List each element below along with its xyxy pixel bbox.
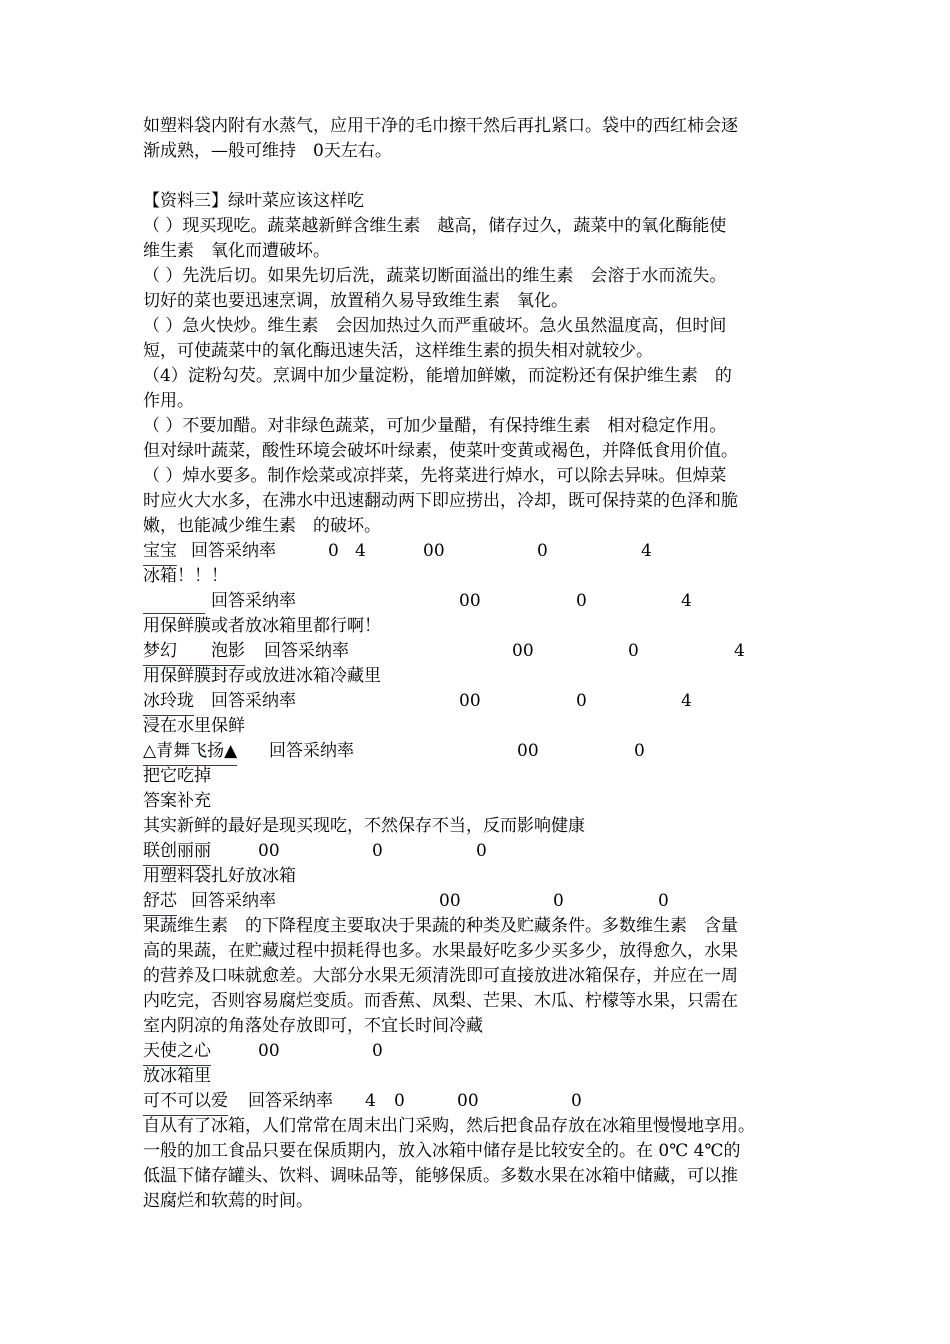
- answer-user-link[interactable]: 联创丽丽: [143, 839, 211, 866]
- answer-stat: 4: [681, 591, 692, 611]
- answer-text: 室内阴凉的角落处存放即可，不宜长时间冷藏: [143, 1016, 483, 1036]
- answer-stat: 0: [553, 891, 564, 911]
- section-line: （ ）急火快炒。维生素 会因加热过久而严重破坏。急火虽然温度高，但时间: [143, 316, 727, 336]
- section-line: 作用。: [143, 391, 194, 411]
- adoption-rate-label: 回答采纳率: [211, 691, 296, 711]
- answer-stat: 4: [355, 541, 366, 561]
- section-line: （4）淀粉勾芡。烹调中加少量淀粉，能增加鲜嫩，而淀粉还有保护维生素 的: [143, 366, 732, 386]
- answer-meta-row: [143, 639, 843, 664]
- section-line: 切好的菜也要迅速烹调，放置稍久易导致维生素 氧化。: [143, 291, 568, 311]
- section-line: （ ）先洗后切。如果先切后洗，蔬菜切断面溢出的维生素 会溶于水而流失。: [143, 266, 727, 286]
- answer-stat: 4: [734, 641, 745, 661]
- answer-stat: 0: [628, 641, 639, 661]
- adoption-rate-label: 回答采纳率: [269, 741, 354, 761]
- answer-stat: 0: [476, 841, 487, 861]
- answer-stat: 00: [517, 741, 539, 761]
- answer-stat: 00: [457, 1091, 479, 1111]
- paragraph-line: 如塑料袋内附有水蒸气，应用干净的毛巾擦干然后再扎紧口。袋中的西红柿会逐: [143, 116, 738, 136]
- adoption-rate-label: 回答采纳率: [191, 541, 276, 561]
- section-line: 嫩，也能减少维生素 的破坏。: [143, 516, 381, 536]
- answer-text: 用保鲜膜或者放冰箱里都行啊！: [143, 616, 381, 636]
- answer-text: 其实新鲜的最好是现买现吃，不然保存不当，反而影响健康: [143, 816, 585, 836]
- section-line: 时应火大水多，在沸水中迅速翻动两下即应捞出，冷却，既可保持菜的色泽和脆: [143, 491, 738, 511]
- answer-text: 一般的加工食品只要在保质期内，放入冰箱中储存是比较安全的。在 0℃ 4℃的: [143, 1141, 741, 1161]
- adoption-rate-label: 回答采纳率: [264, 641, 349, 661]
- answer-user-link[interactable]: [143, 589, 205, 614]
- answer-stat: 00: [512, 641, 534, 661]
- answer-user-link[interactable]: 冰玲珑: [143, 689, 194, 716]
- section-heading: 【资料三】绿叶菜应该这样吃: [143, 191, 364, 211]
- answer-stat: 00: [459, 591, 481, 611]
- answer-text: 答案补充: [143, 791, 211, 811]
- adoption-rate-label: 回答采纳率: [211, 591, 296, 611]
- answer-stat: 0: [576, 691, 587, 711]
- adoption-rate-label: 回答采纳率: [248, 1091, 333, 1111]
- paragraph-line: 渐成熟，—般可维持 0天左右。: [143, 141, 392, 161]
- answer-user-link[interactable]: 宝宝: [143, 539, 177, 566]
- answer-text: 浸在水里保鲜: [143, 716, 245, 736]
- answer-stat: 0: [372, 1041, 383, 1061]
- answer-user-link[interactable]: 可不可以爱: [143, 1089, 228, 1116]
- answer-text: 用保鲜膜封存或放进冰箱冷藏里: [143, 666, 381, 686]
- answer-stat: 0: [634, 741, 645, 761]
- answer-stat: 4: [641, 541, 652, 561]
- answer-meta-row: [143, 589, 843, 614]
- answer-meta-row: [143, 1039, 843, 1064]
- answer-stat: 0: [394, 1091, 405, 1111]
- answer-text: 迟腐烂和软蔫的时间。: [143, 1191, 313, 1211]
- answer-meta-row: [143, 1089, 843, 1114]
- answer-user-link[interactable]: △青舞飞扬▲: [143, 739, 237, 766]
- answer-meta-row: [143, 539, 843, 564]
- answer-user-link[interactable]: 舒芯: [143, 889, 177, 916]
- answer-text: 高的果蔬，在贮藏过程中损耗得也多。水果最好吃多少买多少，放得愈久，水果: [143, 941, 738, 961]
- answer-stat: 0: [571, 1091, 582, 1111]
- answer-text: 果蔬维生素 的下降程度主要取决于果蔬的种类及贮藏条件。多数维生素 含量: [143, 916, 738, 936]
- section-line: （ ）不要加醋。对非绿色蔬菜，可加少量醋，有保持维生素 相对稳定作用。: [143, 416, 727, 436]
- answer-text: 放冰箱里: [143, 1066, 211, 1086]
- section-line: （ ）现买现吃。蔬菜越新鲜含维生素 越高，储存过久，蔬菜中的氧化酶能使: [143, 216, 727, 236]
- answer-stat: 0: [576, 591, 587, 611]
- answer-stat: 0: [328, 541, 339, 561]
- answer-meta-row: [143, 839, 843, 864]
- answer-stat: 0: [372, 841, 383, 861]
- answer-user-link[interactable]: 梦幻 泡影: [143, 639, 245, 666]
- answer-text: 用塑料袋扎好放冰箱: [143, 866, 296, 886]
- answer-text: 的营养及口味就愈差。大部分水果无须清洗即可直接放进冰箱保存，并应在一周: [143, 966, 738, 986]
- adoption-rate-label: 回答采纳率: [191, 891, 276, 911]
- answer-user-link[interactable]: 天使之心: [143, 1039, 211, 1066]
- answer-stat: 00: [439, 891, 461, 911]
- answer-meta-row: [143, 739, 843, 764]
- answer-text: 低温下储存罐头、饮料、调味品等，能够保质。多数水果在冰箱中储藏，可以推: [143, 1166, 738, 1186]
- answer-stat: 0: [537, 541, 548, 561]
- answer-meta-row: [143, 689, 843, 714]
- answer-text: 冰箱！！！: [143, 566, 228, 586]
- section-line: 维生素 氧化而遭破坏。: [143, 241, 330, 261]
- section-line: 但对绿叶蔬菜，酸性环境会破坏叶绿素，使菜叶变黄或褐色，并降低食用价值。: [143, 441, 738, 461]
- answer-stat: 00: [258, 841, 280, 861]
- answer-stat: 00: [258, 1041, 280, 1061]
- answer-stat: 4: [681, 691, 692, 711]
- section-line: 短，可使蔬菜中的氧化酶迅速失活，这样维生素的损失相对就较少。: [143, 341, 653, 361]
- answer-meta-row: [143, 889, 843, 914]
- answer-stat: 00: [423, 541, 445, 561]
- answer-text: 自从有了冰箱，人们常常在周末出门采购，然后把食品存放在冰箱里慢慢地享用。: [143, 1116, 755, 1136]
- answer-text: 把它吃掉: [143, 766, 211, 786]
- answer-stat: 00: [459, 691, 481, 711]
- answer-text: 内吃完，否则容易腐烂变质。而香蕉、凤梨、芒果、木瓜、柠檬等水果，只需在: [143, 991, 738, 1011]
- answer-stat: 0: [658, 891, 669, 911]
- answer-stat: 4: [365, 1091, 376, 1111]
- section-line: （ ）焯水要多。制作烩菜或凉拌菜，先将菜进行焯水，可以除去异味。但焯菜: [143, 466, 727, 486]
